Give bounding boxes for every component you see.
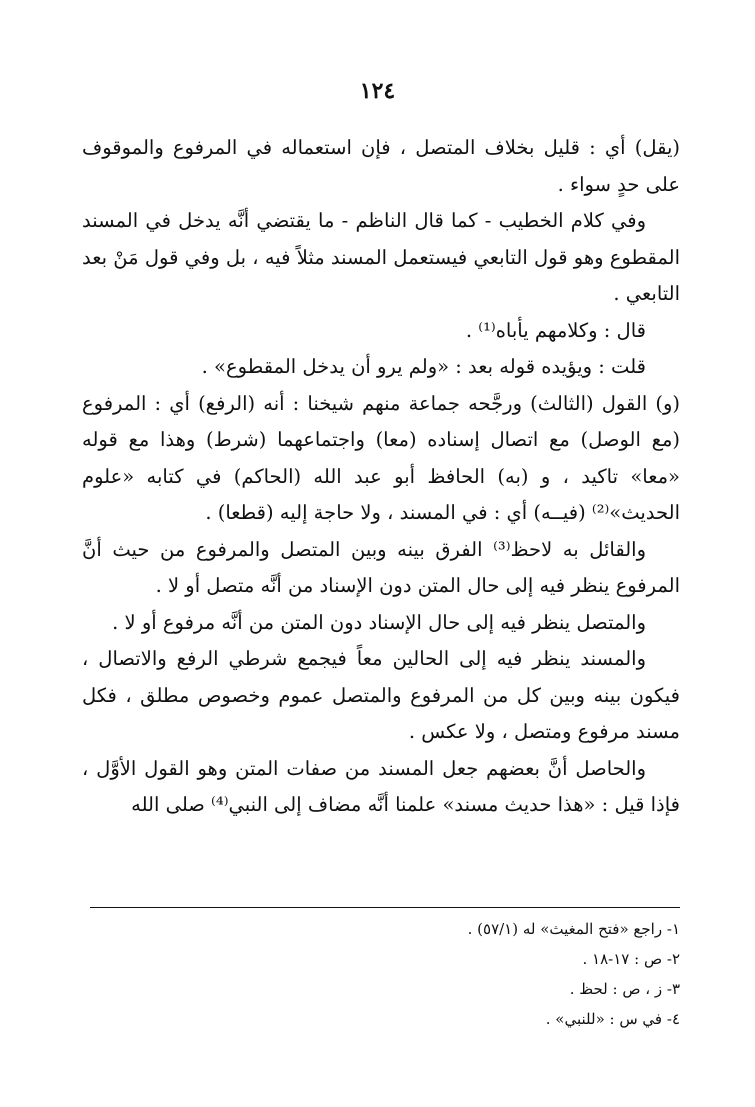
paragraph: والمسند ينظر فيه إلى الحالين معاً فيجمع شرطي الرفع والاتصال ، فيكون بينه وبين كل من المرفوع والمتصل عموم وخصوص مطلق ، فكل مسند مرفوع ومتصل ، ولا عكس .	[82, 647, 680, 743]
paragraph: والمتصل ينظر فيه إلى حال الإسناد دون المتن من أنَّه مرفوع أو لا .	[112, 610, 646, 634]
paragraph: قال : وكلامهم يأباه⁽¹⁾ .	[465, 318, 646, 342]
paragraph: (يقل) أي : قليل بخلاف المتصل ، فإن استعماله في المرفوع والموقوف على حدٍ سواء .	[82, 136, 680, 196]
paragraph: وفي كلام الخطيب - كما قال الناظم - ما يقتضي أنَّه يدخل في المسند المقطوع وهو قول التابعي فيستعمل المسند مثلاً فيه ، بل وفي قول مَنْ بعد التابعي .	[82, 209, 680, 305]
footnotes	[82, 914, 680, 1034]
paragraph: والحاصل أنَّ بعضهم جعل المسند من صفات المتن وهو القول الأوَّل ، فإذا قيل : «هذا حديث مسند» علمنا أنَّه مضاف إلى النبي⁽⁴⁾ صلى الله	[82, 756, 680, 816]
body-text	[82, 130, 680, 824]
paragraph: قلت : ويؤيده قوله بعد : «ولم يرو أن يدخل المقطوع» .	[201, 355, 646, 378]
page-number: ١٢٤	[359, 78, 396, 104]
paragraph: والقائل به لاحظ⁽³⁾ الفرق بينه وبين المتصل والمرفوع من حيث أنَّ المرفوع ينظر فيه إلى حال المتن دون الإسناد من أنَّه متصل أو لا .	[82, 537, 680, 597]
footnote: ٣- ز ، ص : لحظ .	[569, 980, 680, 998]
footnote: ٢- ص : ١٧-١٨ .	[582, 950, 680, 968]
footnote: ١- راجع «فتح المغيث» له (٥٧/١) .	[467, 920, 680, 938]
footnote-separator	[90, 907, 680, 908]
paragraph: (و) القول (الثالث) ورجَّحه جماعة منهم شيخنا : أنه (الرفع) أي : المرفوع (مع الوصل) مع اتصال إسناده (معا) واجتماعهما (شرط) وهذا مع قوله «معا» تاكيد ، و (به) الحافظ أبو عبد الله (الحاكم) في كتابه «علوم الحديث»⁽²⁾ (فيــه) أي : في المسند ، ولا حاجة إليه (قطعا) .	[82, 391, 680, 524]
footnote: ٤- في س : «للنبي» .	[545, 1010, 680, 1028]
